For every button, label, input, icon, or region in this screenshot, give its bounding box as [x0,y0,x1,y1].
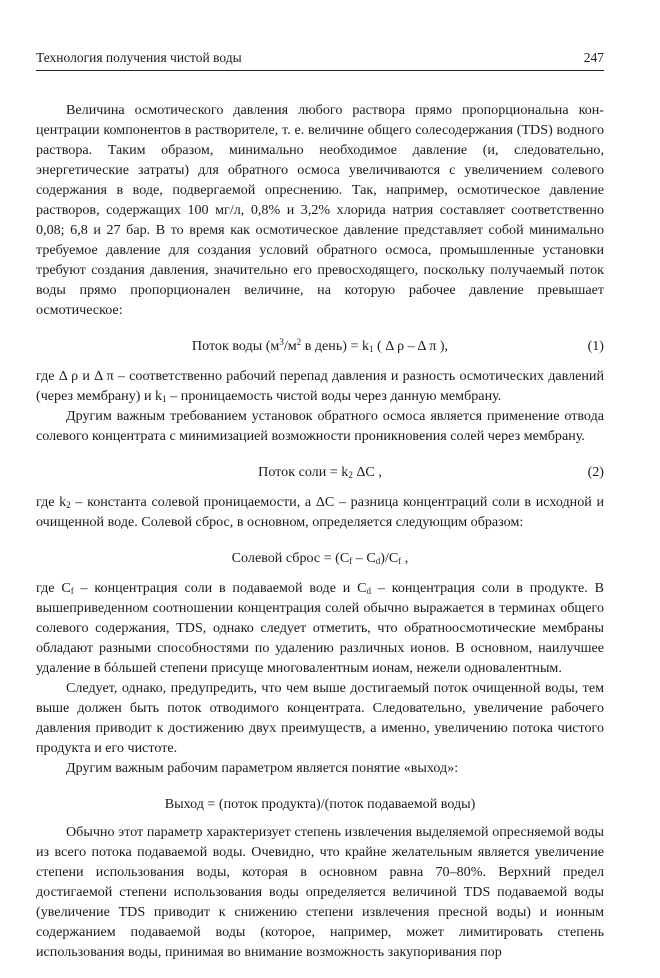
equation-2 [36,462,604,482]
equation-1-expression: Поток воды ($м^3/м^2$ в день) = $k_1$ ( Δ ρ – Δ π ), [191,337,449,354]
running-head-title: Технология получения чистой воды [36,50,242,65]
paragraph-eq3-explanation: где $C_f$ – концентрация соли в подаваемой воде и $C_d$ – концентрация соли в продукте. В вышеприведенном соотношении концентрация солей обычно выражается в терминах общего солевого содержания, TDS, однако следует отметить, что обратноосмотические мембраны обладают разными способностями по удалению различных ионов. В основном, наилучшее удаление в бóльшей степени присуще многовалентным ионам, нежели одновалентным. [36,580,604,676]
equation-4-expression: Выход = (поток продукта)/(поток подаваемой воды) [164,796,476,812]
equation-1 [36,336,604,356]
header-rule [36,70,604,71]
paragraph-eq1-explanation: где Δ ρ и Δ π – соответственно рабочий перепад давления и разность осмотических давлений (через мембрану) и $k_1$ – проницаемость чистой воды через данную мембрану. [36,368,604,404]
equation-2-number: (2) [587,464,604,480]
paragraph-yield-description: Обычно этот параметр характеризует степень извлечения выделяемой опресняемой воды из всего потока подаваемой воды. Очевидно, что крайне желательным является увеличение степени использования воды, которая в основном равна 70–80%. Верхний предел достигаемой степени использования воды определяется величиной TDS подаваемой воды (увеличение TDS приводит к снижению степени извлечения пресной воды) и ионным содержанием подаваемой воды (которое, например, может лимитировать степень использования воды, принимая во внимание возможность закупоривания пор [36,824,604,960]
equation-3 [36,548,604,568]
paragraph-osmotic-pressure: Величина осмотического давления любого раствора прямо пропорциональна концентрации компонентов в растворителе, т. е. величине общего солесодержания (TDS) водного раствора. Таким образом, минимально необходимое давление (и, следовательно, энергетические затраты) для обратного осмоса увеличиваются с увеличением солевого содержания в воде, подвергаемой опреснению. Так, например, осмотическое давление растворов, содержащих 100 мг/л, 0,8% и 3,2% хлорида натрия составляет соответственно 0,08; 6,8 и 27 бар. В то время как осмотическое давление представляет собой минимально требуемое давление для создания условий обратного осмоса, промышленные установки требуют создания давления, значительно его превосходящего, поскольку получаемый поток воды прямо пропорционален величине, на которую рабочее давление превышает осмотическое: [36,102,604,318]
paragraph-warning: Следует, однако, предупредить, что чем выше достигаемый поток очищенной воды, тем выше должен быть поток отводимого концентрата. Следовательно, увеличение рабочего давления приводит к достижению двух преимуществ, а именно, увеличению потока чистого продукта и его чистоте. [36,680,604,756]
page-body [36,100,604,962]
equation-3-expression: Солевой сброс = $(C_f - C_d)/C_f$ , [231,550,409,566]
equation-4 [36,794,604,814]
paragraph-concentrate-removal: Другим важным требованием установок обратного осмоса является применение отвода солевого концентрата с минимизацией возможности проникновения солей через мембрану. [36,408,604,444]
paragraph-eq2-explanation: где $k_2$ – константа солевой проницаемости, а ΔC – разница концентраций соли в исходной и очищенной воде. Солевой сброс, в основном, определяется следующим образом: [36,494,604,530]
page-number: 247 [583,50,604,65]
equation-2-expression: Поток соли = $k_2$ ΔC , [258,464,382,480]
paragraph-yield-intro: Другим важным рабочим параметром является понятие «выход»: [66,760,459,776]
equation-1-number: (1) [587,338,604,354]
